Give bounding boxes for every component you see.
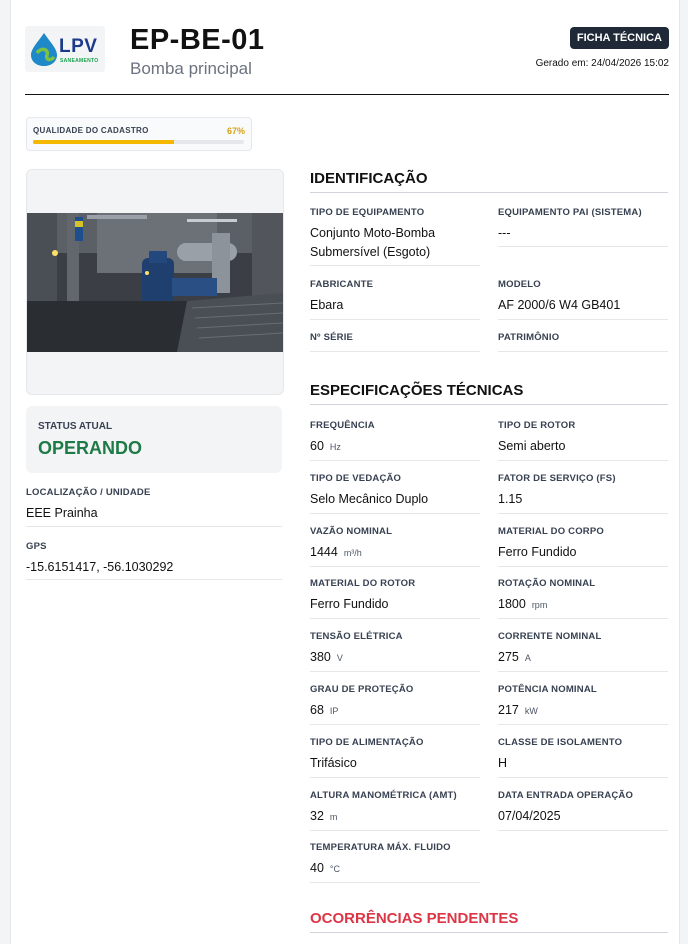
location-field <box>26 487 282 527</box>
field-label: Nº SÉRIE <box>310 332 354 343</box>
logo-text: LPV <box>59 36 98 57</box>
spec-label: DATA ENTRADA OPERAÇÃO <box>498 789 634 801</box>
field-asset-number <box>498 332 668 352</box>
spec-label: ROTAÇÃO NOMINAL <box>498 578 596 590</box>
spec-value <box>498 490 668 509</box>
spec-label: TIPO DE ROTOR <box>498 420 576 431</box>
spec-value <box>498 595 668 615</box>
spec-label: TENSÃO ELÉTRICA <box>310 631 403 643</box>
field-label: MODELO <box>498 279 541 290</box>
spec-field <box>498 737 668 778</box>
spec-label: POTÊNCIA NOMINAL <box>498 684 597 695</box>
spec-unit: kW <box>524 706 538 716</box>
spec-value-number: Semi aberto <box>498 439 566 453</box>
spec-value-number: 40 <box>310 861 324 876</box>
spec-label: TIPO DE VEDAÇÃO <box>310 472 402 484</box>
status-label: STATUS ATUAL <box>38 421 113 432</box>
spec-field <box>498 526 668 567</box>
spec-unit: IP <box>329 706 339 716</box>
location-value: EEE Prainha <box>26 506 98 520</box>
spec-unit: m <box>329 811 338 822</box>
gps-label: GPS <box>26 541 47 552</box>
spec-label: MATERIAL DO CORPO <box>498 525 604 537</box>
spec-value <box>310 543 480 563</box>
spec-unit: A <box>524 653 531 664</box>
spec-value-number: 1800 <box>498 597 526 612</box>
spec-value-number: 07/04/2025 <box>498 808 561 823</box>
field-label: EQUIPAMENTO PAI (SISTEMA) <box>498 207 642 218</box>
spec-value-number: 217 <box>498 703 519 717</box>
company-logo <box>25 26 105 72</box>
spec-value-number: Ferro Fundido <box>310 597 389 612</box>
spec-value <box>310 701 480 721</box>
occurrences-section-title: OCORRÊNCIAS PENDENTES <box>310 910 668 933</box>
spec-value <box>310 859 480 879</box>
spec-unit: V <box>336 653 343 664</box>
spec-label: VAZÃO NOMINAL <box>310 525 393 537</box>
specs-section-title: ESPECIFICAÇÕES TÉCNICAS <box>310 382 668 405</box>
field-model <box>498 279 668 320</box>
spec-label: TEMPERATURA MÁX. FLUIDO <box>310 842 451 854</box>
spec-value-number: 1444 <box>310 544 338 559</box>
spec-field <box>310 473 480 514</box>
spec-value <box>498 701 668 721</box>
spec-value-number: 1.15 <box>498 491 523 506</box>
field-parent-equipment <box>498 207 668 247</box>
spec-value-number: Selo Mecânico Duplo <box>310 491 429 506</box>
spec-label: MATERIAL DO ROTOR <box>310 578 416 590</box>
equipment-code: EP-BE-01 <box>130 24 265 56</box>
spec-value <box>498 754 668 773</box>
spec-label: CORRENTE NOMINAL <box>498 631 602 643</box>
logo-subtext: SANEAMENTO <box>60 58 99 64</box>
spec-value-number: Ferro Fundido <box>498 544 577 559</box>
equipment-subtitle: Bomba principal <box>130 59 252 78</box>
spec-value-number: 32 <box>310 808 324 823</box>
status-panel <box>26 406 282 473</box>
spec-unit: rpm <box>531 600 548 611</box>
spec-value <box>498 437 668 456</box>
spec-label: TIPO DE ALIMENTAÇÃO <box>310 736 424 748</box>
quality-progress-fill <box>33 140 174 144</box>
field-label: FABRICANTE <box>310 279 374 290</box>
quality-label: QUALIDADE DO CADASTRO <box>33 126 149 135</box>
spec-unit: °C <box>329 864 341 875</box>
generated-timestamp: Gerado em: 24/04/2026 15:02 <box>535 58 669 69</box>
spec-value <box>498 648 668 668</box>
field-manufacturer <box>310 279 480 320</box>
spec-value <box>310 437 480 457</box>
gps-value: -15.6151417, -56.1030292 <box>26 560 174 574</box>
spec-field <box>498 578 668 619</box>
spec-label: FATOR DE SERVIÇO (FS) <box>498 472 616 484</box>
spec-field <box>310 842 480 883</box>
field-label: PATRIMÔNIO <box>498 332 560 343</box>
field-value: Conjunto Moto-Bomba Submersível (Esgoto) <box>310 226 436 259</box>
spec-label: ALTURA MANOMÉTRICA (AMT) <box>310 789 457 801</box>
spec-field <box>310 790 480 831</box>
spec-value-number: Trifásico <box>310 755 357 770</box>
spec-label: FREQUÊNCIA <box>310 420 375 431</box>
spec-field <box>310 526 480 567</box>
spec-value <box>310 754 480 773</box>
spec-field <box>310 737 480 778</box>
spec-field <box>498 684 668 725</box>
spec-value <box>310 595 480 614</box>
spec-value <box>310 648 480 668</box>
spec-field <box>310 631 480 672</box>
status-value: OPERANDO <box>38 438 143 458</box>
spec-unit: m³/h <box>343 547 362 558</box>
field-label: TIPO DE EQUIPAMENTO <box>310 207 425 218</box>
spec-value-number: H <box>498 755 508 770</box>
spec-value <box>310 807 480 827</box>
location-label: LOCALIZAÇÃO / UNIDADE <box>26 487 151 498</box>
field-serial-number <box>310 332 480 352</box>
spec-value <box>498 807 668 826</box>
spec-unit: Hz <box>329 442 341 452</box>
spec-field <box>498 420 668 461</box>
spec-field <box>498 790 668 831</box>
spec-field <box>310 578 480 619</box>
spec-value <box>310 490 480 509</box>
gps-field <box>26 541 282 580</box>
document-header <box>25 24 669 95</box>
spec-value-number: 380 <box>310 650 331 665</box>
document-page <box>10 0 680 944</box>
equipment-photo-card[interactable] <box>26 169 284 395</box>
field-value: AF 2000/6 W4 GB401 <box>498 298 621 312</box>
spec-label: CLASSE DE ISOLAMENTO <box>498 736 623 748</box>
spec-value <box>498 543 668 562</box>
spec-field <box>310 684 480 725</box>
field-value: --- <box>498 226 511 240</box>
water-drop-logo-icon <box>27 31 61 67</box>
spec-value-number: 68 <box>310 703 324 717</box>
spec-value-number: 60 <box>310 439 324 453</box>
field-value: Ebara <box>310 298 344 312</box>
quality-progress-track <box>33 140 244 144</box>
quality-meter <box>26 117 252 151</box>
field-equipment-type <box>310 207 480 266</box>
spec-field <box>498 473 668 514</box>
spec-value-number: 275 <box>498 650 519 665</box>
equipment-photo <box>27 213 283 352</box>
spec-field <box>310 420 480 461</box>
document-type-badge: FICHA TÉCNICA <box>570 27 669 49</box>
spec-field <box>498 631 668 672</box>
identification-section-title: IDENTIFICAÇÃO <box>310 170 668 193</box>
quality-value: 67% <box>226 126 245 136</box>
spec-label: GRAU DE PROTEÇÃO <box>310 684 414 695</box>
